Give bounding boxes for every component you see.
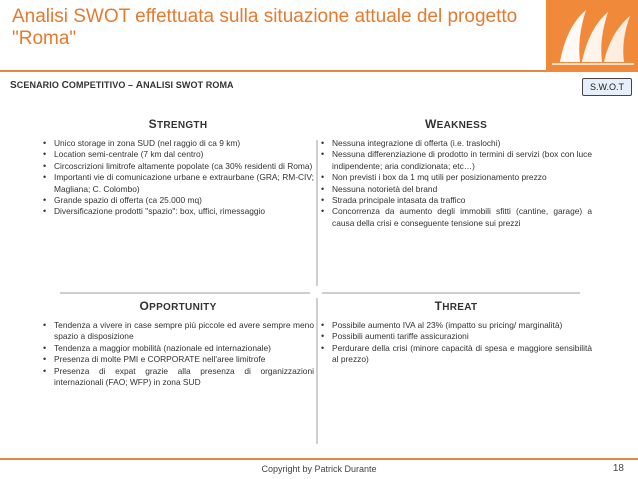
threat-quadrant: [320, 298, 592, 366]
list-item: • Importanti vie di comunicazione urbane e extraurbane (GRA; RM-CIV; Magliana; C. Colombo): [42, 172, 314, 195]
opportunity-list: [42, 320, 314, 388]
list-item: • Location semi-centrale (7 km dal centro): [42, 149, 314, 160]
list-item: • Tendenza a maggior mobilità (nazionale ed internazionale): [42, 343, 314, 354]
list-item: • Nessuna notorietà del brand: [320, 184, 592, 195]
list-item: • Presenza di molte PMI e CORPORATE nell'aree limitrofe: [42, 354, 314, 365]
weakness-title: WEAKNESS: [424, 117, 488, 131]
slide-header: [0, 0, 638, 72]
strength-list: [42, 138, 314, 218]
threat-list: [320, 320, 592, 366]
list-item: • Non previsti i box da 1 mq utili per posizionamento prezzo: [320, 172, 592, 183]
vertical-divider-top: [316, 140, 318, 286]
list-item: • Perdurare della crisi (minore capacità di spesa e maggiore sensibilità al prezzo): [320, 343, 592, 366]
slide-footer: [0, 458, 638, 479]
slide-title: Analisi SWOT effettuata sulla situazione attuale del progetto "Roma": [12, 6, 518, 49]
swot-tag: S.W.O.T: [582, 78, 632, 96]
strength-quadrant: [42, 116, 314, 218]
weakness-quadrant: [320, 116, 592, 229]
horizontal-divider-right: [322, 292, 580, 294]
copyright-text: Copyright by Patrick Durante: [261, 464, 377, 474]
list-item: • Possibile aumento IVA al 23% (impatto su pricing/ marginalità): [320, 320, 592, 331]
list-item: • Unico storage in zona SUD (nel raggio di ca 9 km): [42, 138, 314, 149]
weakness-list: [320, 138, 592, 229]
vertical-divider-bottom: [316, 298, 318, 444]
threat-title: THREAT: [434, 299, 478, 313]
list-item: • Diversificazione prodotti "spazio": box, uffici, rimessaggio: [42, 206, 314, 217]
strength-title: STRENGTH: [148, 117, 208, 131]
opportunity-quadrant: [42, 298, 314, 388]
section-breadcrumb: SCENARIO COMPETITIVO – ANALISI SWOT ROMA: [10, 80, 234, 91]
list-item: • Tendenza a vivere in case sempre più piccole ed avere sempre meno spazio a disposizione: [42, 320, 314, 343]
list-item: • Grande spazio di offerta (ca 25.000 mq): [42, 195, 314, 206]
page-number: 18: [612, 463, 624, 474]
opportunity-title: OPPORTUNITY: [139, 299, 217, 313]
sails-logo: [546, 0, 638, 72]
list-item: • Possibili aumenti tariffe assicurazioni: [320, 331, 592, 342]
list-item: • Nessuna differenziazione di prodotto in termini di servizi (box con luce indipendente; aria condizionata; etc…): [320, 149, 592, 172]
list-item: • Concorrenza da aumento degli immobili sfitti (cantine, garage) a causa della crisi e conseguente tensione sui prezzi: [320, 206, 592, 229]
list-item: • Nessuna integrazione di offerta (i.e. traslochi): [320, 138, 592, 149]
horizontal-divider-left: [60, 292, 310, 294]
list-item: • Presenza di expat grazie alla presenza di organizzazioni internazionali (FAO; WFP) in zona SUD: [42, 366, 314, 389]
list-item: • Circoscrizioni limitrofe altamente popolate (ca 30% residenti di Roma): [42, 161, 314, 172]
list-item: • Strada principale intasata da traffico: [320, 195, 592, 206]
sails-logo-icon: [546, 0, 638, 72]
